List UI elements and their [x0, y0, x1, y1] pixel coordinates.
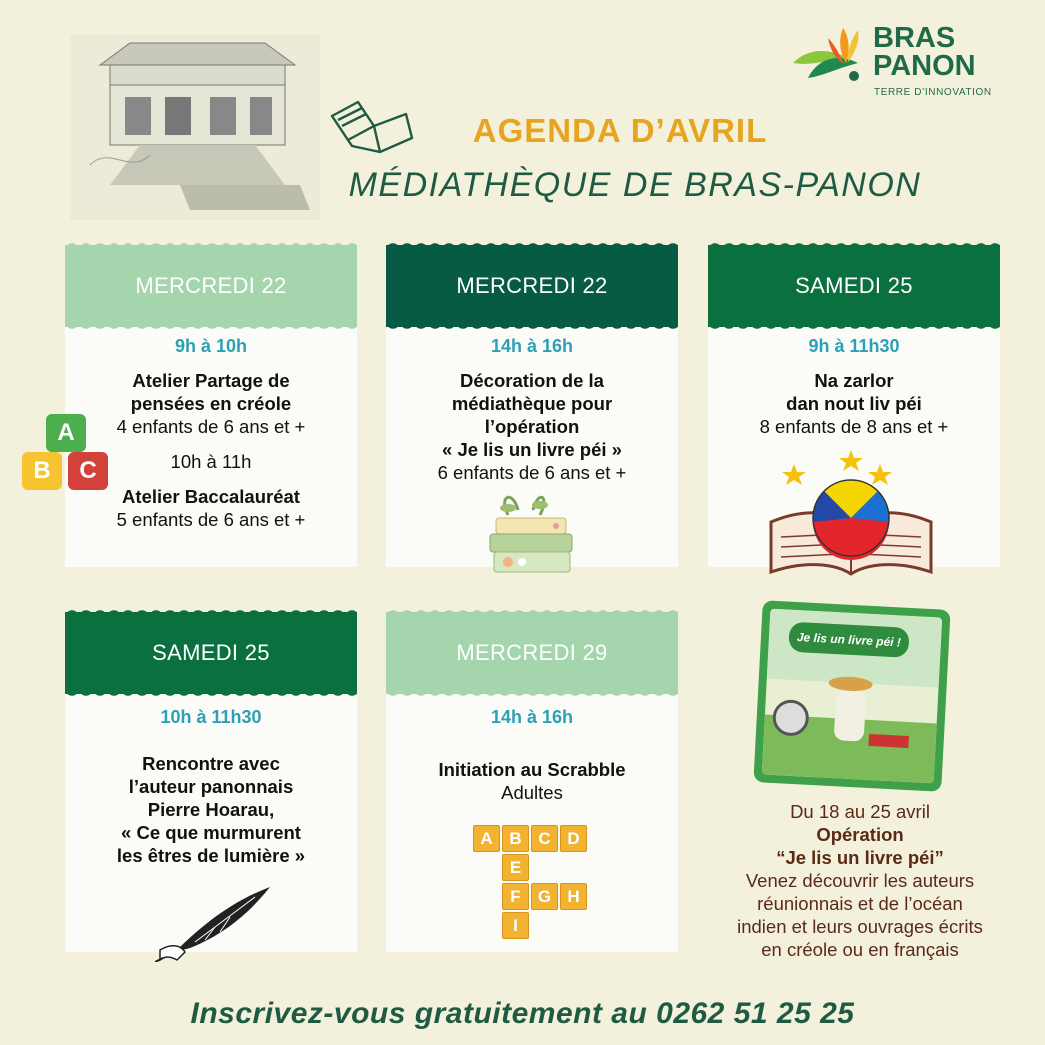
event-audience: 5 enfants de 6 ans et + [116, 509, 306, 530]
tile-a: A [473, 825, 500, 852]
day-label: MERCREDI 29 [456, 640, 608, 665]
operation-desc-line: Venez découvrir les auteurs [745, 870, 975, 891]
reading-child [834, 690, 867, 742]
event-time-2: 10h à 11h [170, 451, 252, 472]
event-title-line: pensées en créole [130, 393, 292, 414]
book-stack [868, 734, 909, 748]
operation-description [700, 800, 1020, 961]
tile-i: I [502, 912, 529, 939]
block-b: B [22, 452, 62, 490]
book-stack-flowers-icon [478, 490, 588, 585]
event-title-line: l’opération [484, 416, 580, 437]
day-banner [708, 245, 1000, 327]
registration-cta: Inscrivez-vous gratuitement au 0262 51 25 25 [190, 997, 855, 1030]
logo-tagline: TERRE D’INNOVATION [874, 87, 992, 98]
poster-title: Je lis un livre péi ! [788, 622, 909, 658]
event-title-line: Atelier Partage de [132, 370, 290, 391]
event-card-2 [386, 245, 678, 567]
event-time: 9h à 10h [174, 336, 248, 356]
tile-f: F [502, 883, 529, 910]
event-card-5 [386, 612, 678, 952]
day-label: SAMEDI 25 [795, 273, 913, 298]
operation-desc-line: réunionnais et de l’océan [757, 893, 963, 914]
mediatheque-subtitle: MÉDIATHÈQUE DE BRAS-PANON [348, 166, 922, 204]
bras-panon-logo [788, 18, 1018, 103]
operation-desc-line: en créole ou en français [761, 939, 959, 960]
day-banner [386, 245, 678, 327]
event-card-3 [708, 245, 1000, 567]
event-title-line: « Je lis un livre péi » [442, 439, 622, 460]
event-title-line: l’auteur panonnais [128, 776, 294, 797]
event-title-line: dan nout liv péi [786, 393, 922, 414]
tile-h: H [560, 883, 587, 910]
event-audience: Adultes [501, 782, 563, 803]
event-audience: 8 enfants de 8 ans et + [759, 416, 949, 437]
agenda-title: AGENDA D’AVRIL [472, 112, 768, 149]
event-title-line: « Ce que murmurent [121, 822, 301, 843]
poster-illustration [762, 609, 942, 784]
event-time: 10h à 11h30 [160, 707, 262, 727]
block-a: A [46, 414, 86, 452]
event-title-line: Décoration de la [460, 370, 604, 391]
block-c: C [68, 452, 108, 490]
logo-line2: PANON [873, 50, 976, 82]
event-time: 14h à 16h [490, 336, 574, 356]
event-title: Initiation au Scrabble [438, 759, 626, 780]
event-title-line: Rencontre avec [142, 753, 280, 774]
event-card-1 [65, 245, 357, 567]
tile-d: D [560, 825, 587, 852]
day-banner [65, 245, 357, 327]
day-label: MERCREDI 22 [135, 273, 287, 298]
operation-name: “Je lis un livre péi” [776, 847, 944, 868]
day-banner [65, 612, 357, 694]
event-title: Atelier Baccalauréat [122, 486, 300, 507]
event-audience: 4 enfants de 6 ans et + [116, 416, 306, 437]
event-title-line: Pierre Hoarau, [147, 799, 275, 820]
event-title-line: Na zarlor [814, 370, 894, 391]
day-banner [386, 612, 678, 694]
event-audience: 6 enfants de 6 ans et + [437, 462, 627, 483]
event-title-line: les êtres de lumière » [116, 845, 306, 866]
logo-line1: BRAS [873, 22, 956, 54]
day-label: MERCREDI 22 [456, 273, 608, 298]
event-time: 14h à 16h [490, 707, 574, 727]
tile-c: C [531, 825, 558, 852]
leaf-logo-icon [788, 18, 878, 103]
scrabble-tiles-icon [473, 825, 593, 941]
mediatheque-building-illustration [70, 35, 320, 220]
operation-desc-line: indien et leurs ouvrages écrits [737, 916, 983, 937]
reunion-flag-book-icon [766, 442, 936, 577]
event-title-line: médiathèque pour [451, 393, 613, 414]
day-label: SAMEDI 25 [152, 640, 270, 665]
tile-e: E [502, 854, 529, 881]
event-card-4 [65, 612, 357, 952]
operation-dates: Du 18 au 25 avril [790, 801, 930, 822]
tile-g: G [531, 883, 558, 910]
operation-poster [753, 600, 950, 792]
operation-title: Opération [816, 824, 904, 845]
quill-pen-icon [155, 882, 275, 962]
event-time: 9h à 11h30 [808, 336, 900, 356]
abc-blocks-icon [22, 414, 110, 494]
tile-b: B [502, 825, 529, 852]
